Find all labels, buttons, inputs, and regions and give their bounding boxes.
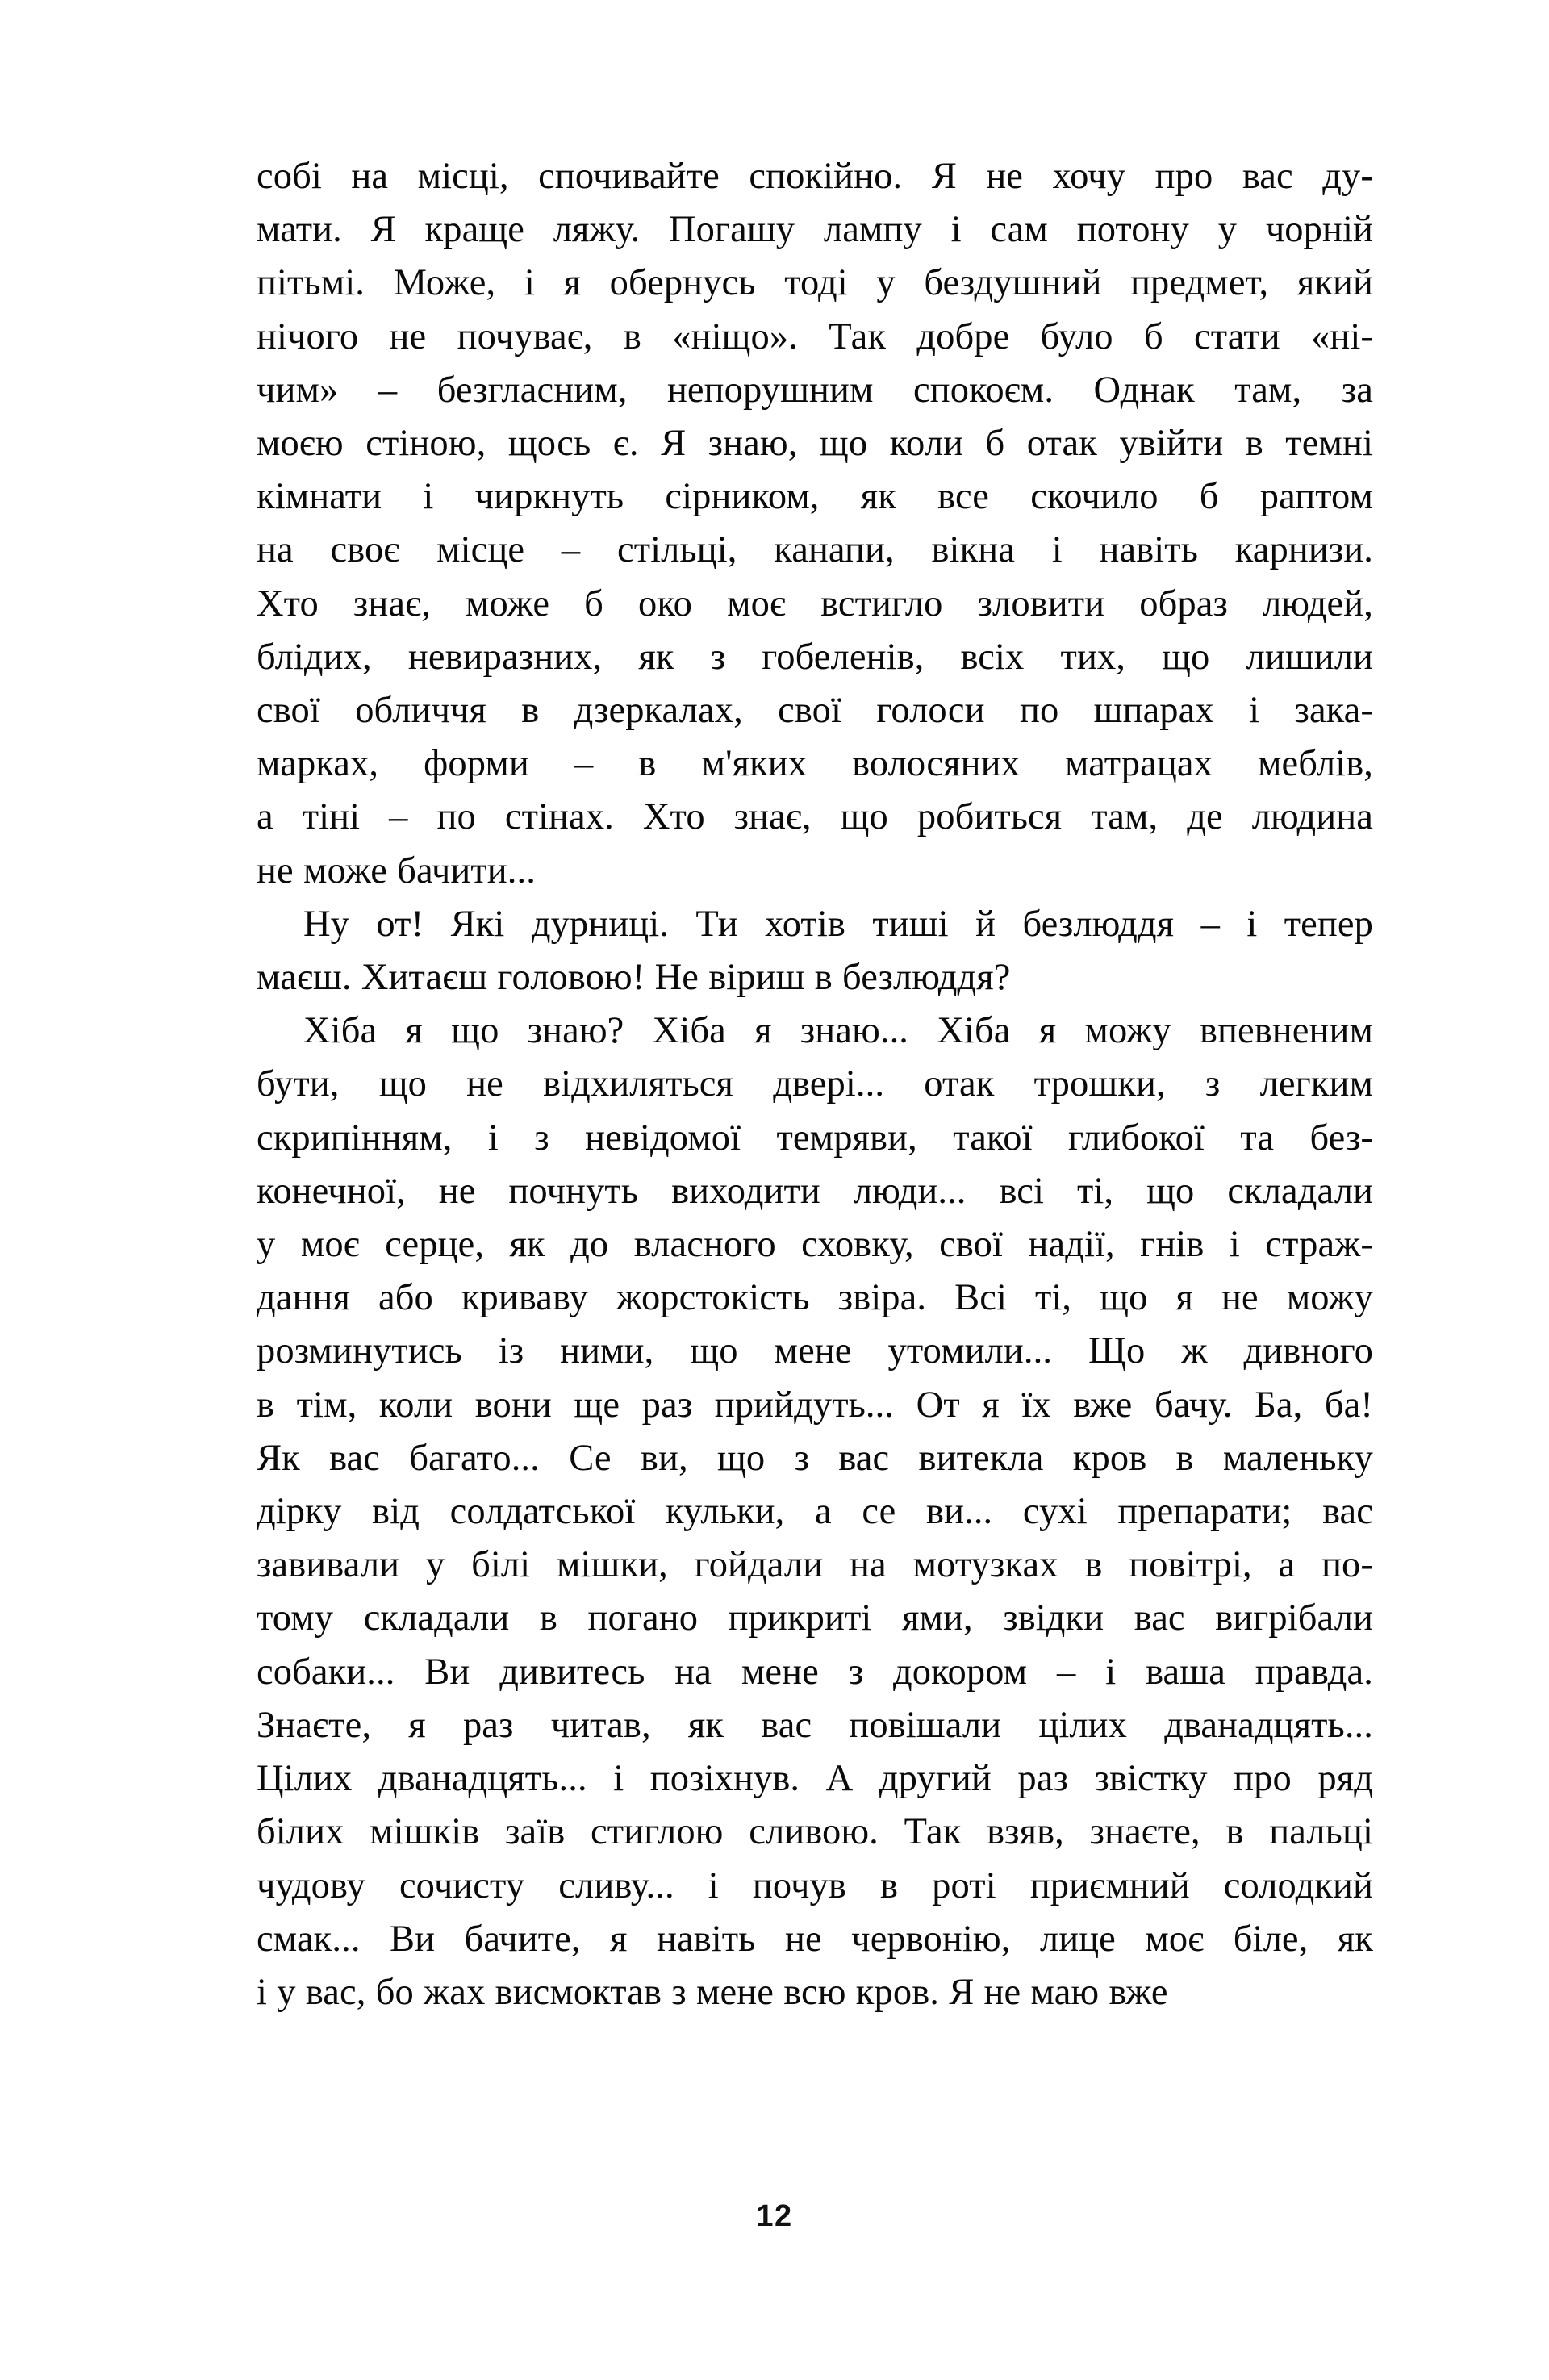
text-line: смак... Ви бачите, я навіть не червонію, лице моє біле, як — [257, 1918, 1373, 1960]
text-line: тому складали в погано прикриті ями, звідки вас вигрібали — [257, 1597, 1373, 1639]
text-line: і у вас, бо жах висмоктав з мене всю кров. Я не маю вже — [257, 1971, 1168, 2013]
text-line: Ну от! Які дурниці. Ти хотів тиші й безлюддя – і тепер — [303, 903, 1373, 945]
text-line: Хто знає, може б око моє встигло зловити образ людей, — [257, 582, 1373, 624]
text-line: білих мішків заїв стиглою сливою. Так взяв, знаєте, в пальці — [257, 1811, 1373, 1853]
text-line: в тім, коли вони ще раз прийдуть... От я їх вже бачу. Ба, ба! — [257, 1384, 1373, 1426]
text-line: мати. Я краще ляжу. Погашу лампу і сам потону у чорній — [257, 209, 1373, 251]
text-line: дання або криваву жорстокість звіра. Всі ті, що я не можу — [257, 1277, 1373, 1319]
text-line: кімнати і чиркнуть сірником, як все скочило б раптом — [257, 476, 1373, 518]
paragraph — [257, 150, 1373, 898]
page-number: 12 — [756, 2199, 793, 2233]
text-line: моєю стіною, щось є. Я знаю, що коли б отак увійти в темні — [257, 423, 1373, 465]
text-line: не може бачити... — [257, 850, 536, 891]
text-line: пітьмі. Може, і я обернусь тоді у бездушний предмет, який — [257, 262, 1373, 304]
text-line: чим» – безгласним, непорушним спокоєм. Однак там, за — [257, 369, 1373, 411]
text-line: конечної, не почнуть виходити люди... всі ті, що складали — [257, 1170, 1373, 1212]
text-line: а тіні – по стінах. Хто знає, що робиться там, де людина — [257, 796, 1373, 838]
paragraph — [257, 1004, 1373, 2019]
text-line: марках, форми – в м'яких волосяних матрацах меблів, — [257, 743, 1373, 785]
text-line: розминутись із ними, що мене утомили... Що ж дивного — [257, 1330, 1373, 1372]
text-line: бути, що не відхиляться двері... отак трошки, з легким — [257, 1063, 1373, 1105]
text-line: Цілих дванадцять... і позіхнув. А другий раз звістку про ряд — [257, 1758, 1373, 1800]
text-line: у моє серце, як до власного сховку, свої надії, гнів і страж- — [257, 1224, 1373, 1266]
text-line: чудову сочисту сливу... і почув в роті приємний солодкий — [257, 1864, 1373, 1906]
text-line: Хіба я що знаю? Хіба я знаю... Хіба я можу впевненим — [303, 1010, 1373, 1052]
text-line: свої обличчя в дзеркалах, свої голоси по шпарах і зака- — [257, 690, 1373, 732]
text-line: Як вас багато... Се ви, що з вас витекла кров в маленьку — [257, 1437, 1373, 1479]
text-line: скрипінням, і з невідомої темряви, такої глибокої та без- — [257, 1117, 1373, 1159]
text-line: на своє місце – стільці, канапи, вікна і навіть карнизи. — [257, 529, 1373, 571]
text-line: нічого не почуває, в «ніщо». Так добре було б стати «ні- — [257, 315, 1373, 357]
text-line: Знаєте, я раз читав, як вас повішали цілих дванадцять... — [257, 1704, 1373, 1746]
text-line: дірку від солдатської кульки, а се ви... сухі препарати; вас — [257, 1491, 1373, 1533]
text-line: завивали у білі мішки, гойдали на мотузках в повітрі, а по- — [257, 1544, 1373, 1586]
paragraph — [257, 898, 1373, 1004]
page-text-block — [257, 150, 1373, 2019]
text-line: блідих, невиразних, як з гобеленів, всіх тих, що лишили — [257, 636, 1373, 678]
text-line: собі на місці, спочивайте спокійно. Я не хочу про вас ду- — [257, 156, 1373, 197]
text-line: собаки... Ви дивитесь на мене з докором – і ваша правда. — [257, 1651, 1373, 1693]
text-line: маєш. Хитаєш головою! Не віриш в безлюддя? — [257, 957, 1011, 999]
